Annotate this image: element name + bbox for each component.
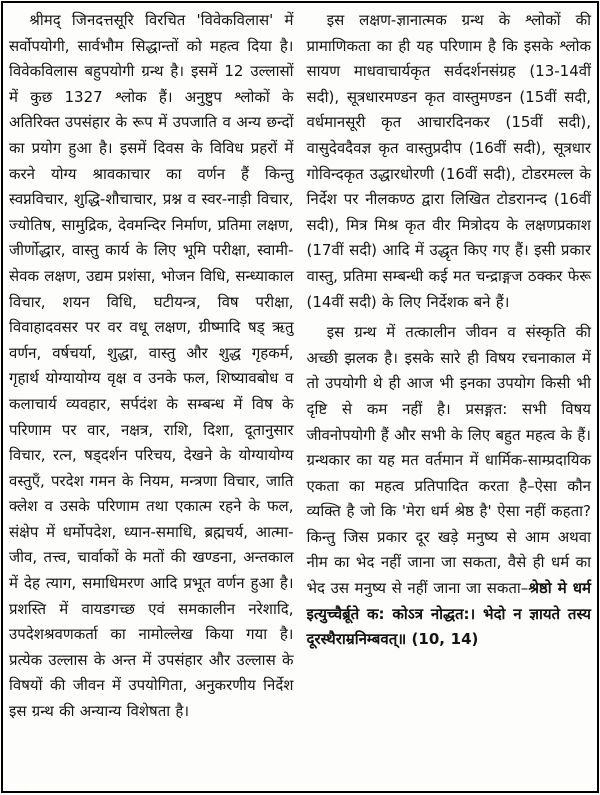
left-column: [9, 8, 294, 787]
right-paragraph-2: [307, 320, 592, 653]
verse-citation: (10, 14): [411, 630, 479, 649]
left-paragraph: श्रीमद् जिनदत्तसूरि विरचित 'विवेकविलास' में सर्वोपयोगी, सार्वभौम सिद्धान्तों को महत्व दिया है। विवेकविलास बहुपयोगी ग्रन्थ है। इसमें 12 उल्लासों में कुछ 1327 श्लोक हैं। अनुष्टुप श्लोकों के अतिरिक्त उपसंहार के रूप में उपजाति व अन्य छन्दों का प्रयोग हुआ है। इसमें दिवस के विविध प्रहरों में करने योग्य श्रावकाचार का वर्णन हैं किन्तु स्वप्नविचार, शुद्धि-शौचाचार, प्रश्न व स्वर-नाड़ी विचार, ज्योतिष, सामुद्रिक, देवमन्दिर निर्माण, प्रतिमा लक्षण, जीर्णोद्धार, वास्तु कार्य के लिए भूमि परीक्षा, स्वामी-सेवक लक्षण, उद्यम प्रशंसा, भोजन विधि, सन्ध्याकाल विचार, शयन विधि, घटीयन्त्र, विष परीक्षा, विवाहादवसर पर वर वधू लक्षण, ग्रीष्मादि षड् ऋतु वर्णन, वर्षचर्या, शुद्धा, वास्तु और शुद्ध गृहकर्म, गृहार्थ योग्यायोग्य वृक्ष व उनके फल, शिष्यावबोध व कलाचार्य व्यवहार, सर्पदंश के सम्बन्ध में विष के परिणाम पर वार, नक्षत्र, राशि, दिशा, दूतानुसार विचार, रत्न, षड्दर्शन परिचय, देखने के योग्यायोग्य वस्तुएँ, परदेश गमन के नियम, मन्त्रणा विचार, जाति क्लेश व उसके परिणाम तथा एकात्म रहने के फल, संक्षेप में धर्मोपदेश, ध्यान-समाधि, ब्रह्मचर्य, आत्मा-जीव, तत्त्व, चार्वाकों के मतों की खण्डना, अन्तकाल में देह त्याग, समाधिमरण आदि प्रभूत वर्णन हुआ है। प्रशस्ति में वायडगच्छ एवं समकालीन नरेशादि, उपदेशश्रवणकर्ता का नामोल्लेख किया गया है। प्रत्येक उल्लास के अन्त में उपसंहार और उल्लास के विषयों की जीवन में उपयोगिता, अनुकरणीय निर्देश इस ग्रन्थ की अन्यान्य विशेषता है।: [9, 11, 294, 721]
book-page: [1, 1, 599, 793]
right-paragraph-2-text: इस ग्रन्थ में तत्कालीन जीवन व संस्कृति की अच्छी झलक है। इसके सारे ही विषय रचनाकाल में तो उपयोगी थे ही आज भी इनका उपयोग किसी भी दृष्टि से कम नहीं है। प्रसङ्गत: सभी विषय जीवनोपयोगी हैं और सभी के लिए बहुत महत्व के हैं। ग्रन्थकार का यह मत वर्तमान में धार्मिक-साम्प्रदायिक एकता का महत्व प्रतिपादित करता है–ऐसा कौन व्यक्ति है जो कि 'मेरा धर्म श्रेष्ठ है' ऐसा नहीं कहता?किन्तु जिस प्रकार दूर खड़े मनुष्य से आम अथवा नीम का भेद नहीं जाना जा सकता, वैसे ही धर्म का भेद उस मनुष्य से नहीं जाना जा सकता–: [306, 323, 591, 598]
sanskrit-verse: श्रेष्ठो मे धर्म इत्युच्चैर्ब्रूते क: कोऽत्र नोद्धत:। भेदो न ज्ञायते तस्य दूरस्थैराम्रनिम्बवत्॥: [306, 579, 592, 649]
right-paragraph-1: इस लक्षण-ज्ञानात्मक ग्रन्थ के श्लोकों की प्रामाणिकता का ही यह परिणाम है कि इसके श्लोक सायण माधवाचार्यकृत सर्वदर्शनसंग्रह (13-14वीं सदी), सूत्रधारमण्डन कृत वास्तुमण्डन (15वीं सदी, वर्धमानसूरी कृत आचारदिनकर (15वीं सदी), वासुदेवदैवज्ञ कृत वास्तुप्रदीप (16वीं सदी), सूत्रधार गोविन्दकृत उद्धारधोरणी (16वीं सदी), टोडरमल्ल के निर्देश पर नीलकण्ठ द्वारा लिखित टोडरानन्द (16वीं सदी), मित्र मिश्र कृत वीर मित्रोदय के लक्षणप्रकाश (17वीं सदी) आदि में उद्धृत किए गए हैं। इसी प्रकार वास्तु, प्रतिमा सम्बन्धी कई मत चन्द्राङ्गज ठक्कर फेरू (14वीं सदी) के लिए निर्देशक बने हैं।: [306, 11, 591, 311]
right-column: [307, 8, 592, 787]
